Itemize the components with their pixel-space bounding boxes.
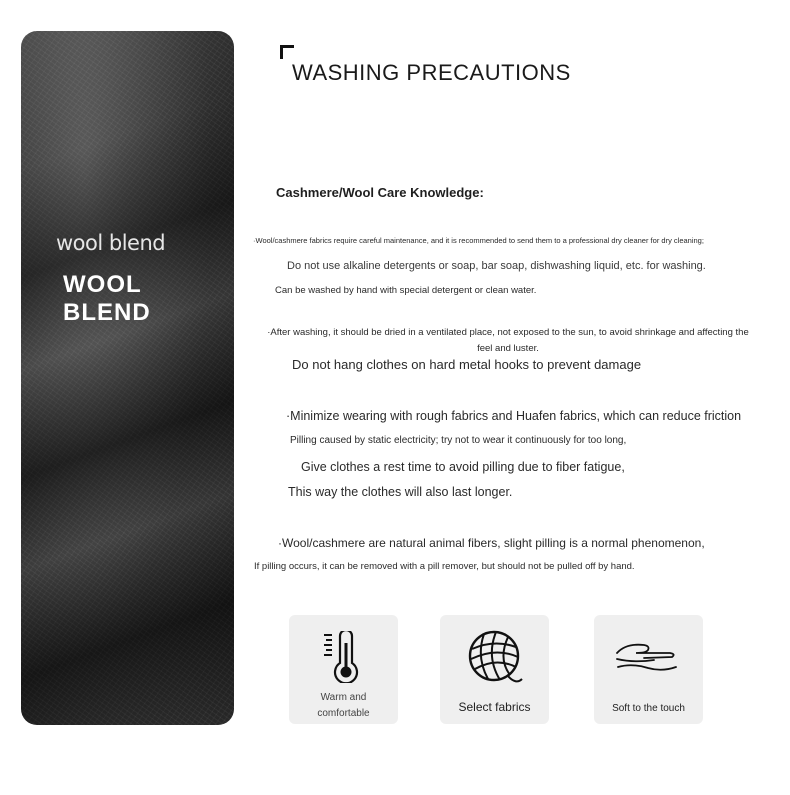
- fabric-subtitle: wool blend: [56, 231, 166, 255]
- corner-bracket-icon: [280, 45, 294, 59]
- care-line: Give clothes a rest time to avoid pilling due to fiber fatigue,: [301, 460, 625, 474]
- feature-card-warm: [289, 615, 398, 724]
- care-line: If pilling occurs, it can be removed with a pill remover, but should not be pulled off by hand.: [254, 561, 635, 572]
- feature-label-warm: Warm and comfortable: [317, 692, 370, 719]
- wool-fabric-image: [21, 31, 234, 725]
- care-line: Pilling caused by static electricity; try not to wear it continuously for too long,: [290, 435, 627, 446]
- fabric-title: WOOL BLEND: [63, 271, 151, 326]
- thermometer-icon: [322, 631, 362, 683]
- feature-label-soft: Soft to the touch: [612, 703, 685, 714]
- care-line: ·Wool/cashmere are natural animal fibers, slight pilling is a normal phenomenon,: [278, 536, 705, 550]
- soft-touch-hand-icon: [614, 639, 684, 679]
- care-line: Do not use alkaline detergents or soap, bar soap, dishwashing liquid, etc. for washing.: [287, 260, 706, 272]
- feature-label-fabrics: Select fabrics: [458, 700, 531, 714]
- feature-card-soft: [594, 615, 703, 724]
- page-title: WASHING PRECAUTIONS: [292, 60, 571, 85]
- care-line: Do not hang clothes on hard metal hooks to prevent damage: [292, 357, 642, 372]
- care-line: ·Wool/cashmere fabrics require careful maintenance, and it is recommended to send them to a professional dry cleaner for dry cleaning;: [253, 236, 704, 245]
- care-line: Can be washed by hand with special detergent or clean water.: [275, 285, 537, 296]
- care-line: This way the clothes will also last longer.: [288, 485, 513, 499]
- feature-card-fabrics: [440, 615, 549, 724]
- yarn-ball-icon: [466, 629, 524, 687]
- care-line: ·After washing, it should be dried in a ventilated place, not exposed to the sun, to avoid shrinkage and affecting the feel and luster.: [267, 327, 749, 354]
- care-line: ·Minimize wearing with rough fabrics and Huafen fabrics, which can reduce friction: [286, 409, 742, 423]
- care-heading: Cashmere/Wool Care Knowledge:: [276, 185, 484, 200]
